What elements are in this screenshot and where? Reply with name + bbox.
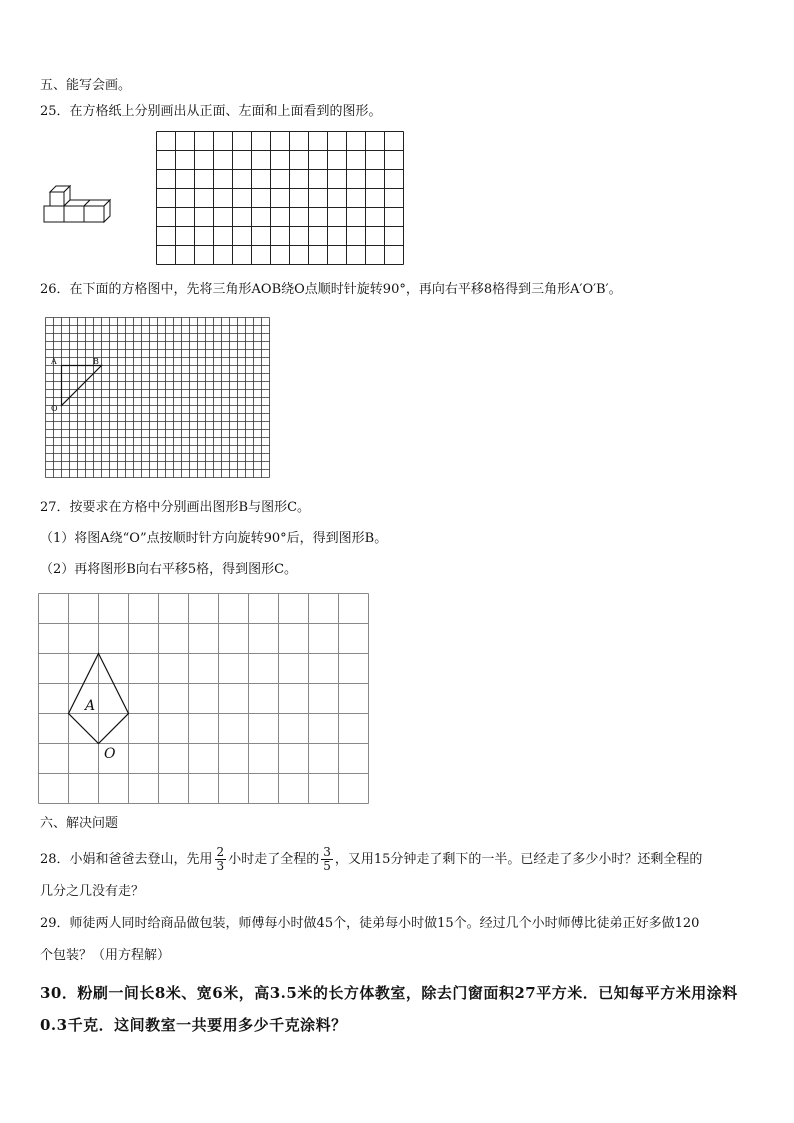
fraction-numerator: 2 <box>216 845 225 859</box>
fraction-two-thirds <box>215 846 227 873</box>
fraction-denominator: 3 <box>216 859 225 873</box>
question-27-step-2: （2）再将图形B向右平移5格，得到图形C。 <box>40 562 298 577</box>
label-o-q26: O <box>51 404 58 413</box>
question-28-line-2: 几分之几没有走？ <box>40 884 145 899</box>
triangle-aob-outline <box>62 366 102 406</box>
label-o-q27: O <box>104 746 116 762</box>
section-6-title: 六、解决问题 <box>40 816 119 831</box>
question-27-text: 27．按要求在方格中分别画出图形B与图形C。 <box>40 500 311 515</box>
question-30-line-2: 0.3千克．这间教室一共要用多少千克涂料？ <box>40 1016 347 1034</box>
question-25-text: 25．在方格纸上分别画出从正面、左面和上面看到的图形。 <box>40 104 382 119</box>
cube-stack-figure <box>40 184 120 228</box>
section-5-title: 五、能写会画。 <box>40 78 132 93</box>
question-30-line-1: 30．粉刷一间长8米、宽6米，高3.5米的长方体教室，除去门窗面积27平方米．已知每平方米用涂料 <box>40 984 738 1002</box>
label-a-q26: A <box>51 357 57 366</box>
question-29-line-2: 个包装？（用方程解） <box>40 948 171 963</box>
question-26-text: 26．在下面的方格图中，先将三角形AOB绕O点顺时针旋转90°，再向右平移8格得到三角形A′O′B′。 <box>40 282 622 297</box>
q28-part-1: 28．小娟和爸爸去登山，先用 <box>40 852 213 867</box>
q28-part-3: ，又用15分钟走了剩下的一半。已经走了多少小时？还剩全程的 <box>334 852 703 867</box>
triangle-aob <box>62 366 102 406</box>
q28-part-2: 小时走了全程的 <box>228 852 320 867</box>
label-b-q26: B <box>93 357 99 366</box>
label-a-q27: A <box>85 698 96 714</box>
fraction-three-fifths <box>321 846 333 873</box>
grid-paper-q26[interactable] <box>44 316 270 478</box>
question-29-line-1: 29．师徒两人同时给商品做包装，师傅每小时做45个，徒弟每小时做15个。经过几个小时师傅比徒弟正好多做120 <box>40 916 700 931</box>
fraction-denominator: 5 <box>323 859 331 873</box>
question-27-step-1: （1）将图A绕“O”点按顺时针方向旋转90°后，得到图形B。 <box>40 531 388 546</box>
fraction-numerator: 3 <box>323 845 331 859</box>
question-28-line-1 <box>40 846 702 873</box>
grid-paper-q25[interactable] <box>155 130 405 270</box>
